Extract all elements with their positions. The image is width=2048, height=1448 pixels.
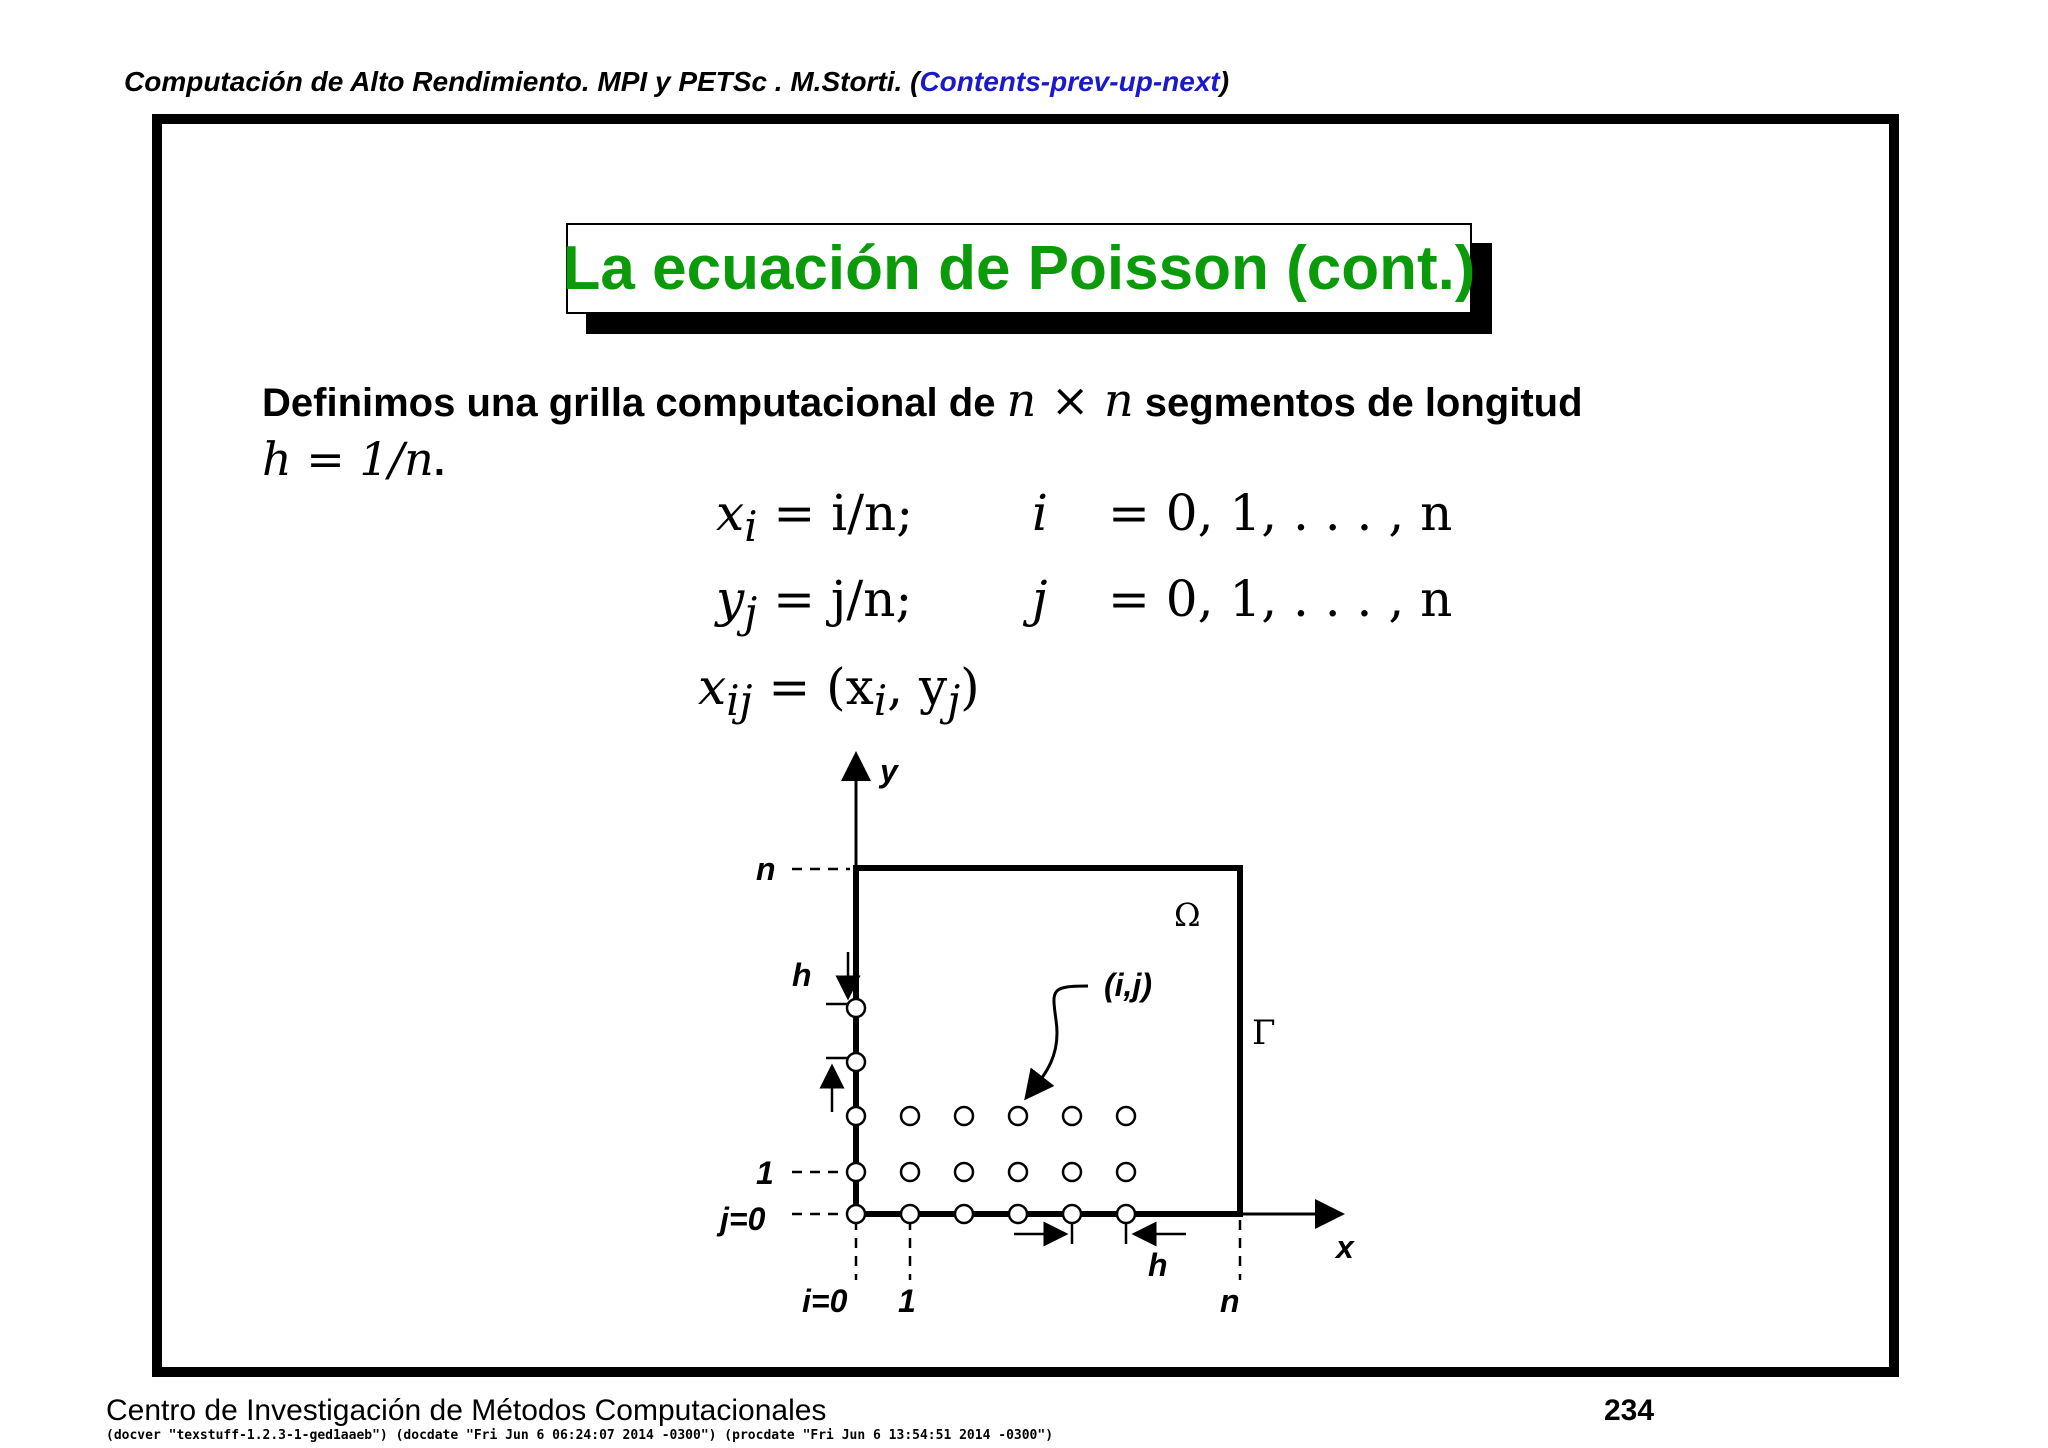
slide-title: La ecuación de Poisson (cont.) bbox=[562, 234, 1476, 303]
equation-yj-range bbox=[1108, 570, 1452, 628]
eq-xij-sub: ij bbox=[726, 676, 753, 725]
grid-node bbox=[847, 1053, 865, 1071]
grid-node bbox=[1009, 1107, 1027, 1125]
intro-math-h: h = 1/n bbox=[262, 432, 434, 486]
one-left-label: 1 bbox=[756, 1155, 774, 1191]
title-box bbox=[562, 223, 1476, 314]
h-bottom-label: h bbox=[1148, 1247, 1168, 1283]
dash: - bbox=[1109, 66, 1119, 97]
eq-xij-lhs: x bbox=[698, 658, 727, 716]
eq-yj-range: = 0, 1, . . . , n bbox=[1108, 570, 1453, 628]
eq-xi-range: = 0, 1, . . . , n bbox=[1108, 484, 1453, 542]
x-axis-label: x bbox=[1336, 1229, 1354, 1265]
grid-node bbox=[1117, 1205, 1135, 1223]
equation-xij bbox=[698, 658, 980, 725]
header-text: Computación de Alto Rendimiento. MPI y PETSc . M.Storti. ( bbox=[124, 66, 920, 97]
eq-yj-lhs: y bbox=[716, 570, 745, 628]
eq-xij-rhs-end: ) bbox=[960, 658, 980, 716]
grid-node bbox=[1063, 1163, 1081, 1181]
grid-nodes bbox=[847, 999, 1135, 1223]
running-header bbox=[124, 66, 1229, 98]
n-bottom-label: n bbox=[1220, 1283, 1240, 1319]
omega-label: Ω bbox=[1174, 896, 1201, 934]
eq-xij-rhs-sub2: j bbox=[947, 676, 961, 725]
y-axis-label: y bbox=[880, 753, 898, 789]
equation-xi-index bbox=[1032, 484, 1048, 542]
grid-diagram bbox=[680, 740, 1380, 1340]
eq-yj-idx: j bbox=[1032, 570, 1048, 628]
eq-xi-idx: i bbox=[1032, 484, 1048, 542]
point-pointer bbox=[1026, 986, 1088, 1098]
grid-node bbox=[955, 1205, 973, 1223]
n-top-label: n bbox=[756, 851, 776, 887]
one-bottom-label: 1 bbox=[898, 1283, 916, 1319]
dash: - bbox=[1040, 66, 1051, 97]
h-left-label: h bbox=[792, 957, 812, 993]
doc-version: (docver "texstuff-1.2.3-1-ged1aaeb") (docdate "Fri Jun 6 06:24:07 2014 -0300") (procdate "Fri Jun 6 13:54:51 2014 -0300") bbox=[106, 1428, 1054, 1443]
grid-node bbox=[847, 1205, 865, 1223]
eq-xij-rhs: = (x bbox=[752, 658, 874, 716]
grid-node bbox=[901, 1107, 919, 1125]
dash: - bbox=[1152, 66, 1163, 97]
grid-node bbox=[1009, 1163, 1027, 1181]
eq-xij-rhs-sub1: i bbox=[873, 676, 888, 725]
equation-yj-index bbox=[1032, 570, 1048, 628]
grid-node bbox=[1009, 1205, 1027, 1223]
eq-xi-lhs: x bbox=[716, 484, 745, 542]
up-link[interactable]: up bbox=[1118, 66, 1153, 97]
slide-title-box bbox=[562, 223, 1476, 314]
grid-node bbox=[1117, 1107, 1135, 1125]
header-close: ) bbox=[1219, 66, 1230, 97]
grid-node bbox=[1063, 1205, 1081, 1223]
intro-text-2: segmentos de longitud bbox=[1133, 381, 1583, 425]
footer-institution: Centro de Investigación de Métodos Computacionales bbox=[106, 1394, 827, 1427]
eq-xij-rhs-mid: , y bbox=[887, 658, 948, 716]
eq-yj-sub: j bbox=[744, 588, 758, 637]
next-link[interactable]: next bbox=[1162, 66, 1220, 97]
grid-node bbox=[847, 1163, 865, 1181]
gamma-label: Γ bbox=[1252, 1013, 1276, 1053]
page-number: 234 bbox=[1604, 1394, 1655, 1427]
intro-paragraph bbox=[262, 372, 1583, 490]
grid-node bbox=[847, 1107, 865, 1125]
intro-math-nxn: n × n bbox=[1006, 373, 1134, 427]
grid-node bbox=[901, 1205, 919, 1223]
grid-node bbox=[955, 1107, 973, 1125]
point-label: (i,j) bbox=[1104, 967, 1152, 1003]
eq-yj-rhs: = j/n; bbox=[757, 570, 913, 628]
prev-link[interactable]: prev bbox=[1050, 66, 1110, 97]
j0-label: j=0 bbox=[720, 1201, 766, 1237]
intro-text-3: . bbox=[433, 440, 445, 484]
contents-link[interactable]: Contents bbox=[919, 66, 1041, 97]
grid-node bbox=[901, 1163, 919, 1181]
equation-xi-range bbox=[1108, 484, 1452, 542]
eq-xi-rhs: = i/n; bbox=[757, 484, 914, 542]
grid-node bbox=[1063, 1107, 1081, 1125]
i0-label: i=0 bbox=[802, 1283, 848, 1319]
equation-xi bbox=[716, 484, 913, 551]
grid-node bbox=[847, 999, 865, 1017]
equation-yj bbox=[716, 570, 912, 637]
intro-text-1: Definimos una grilla computacional de bbox=[262, 381, 1007, 425]
grid-node bbox=[955, 1163, 973, 1181]
grid-node bbox=[1117, 1163, 1135, 1181]
eq-xi-sub: i bbox=[744, 502, 758, 551]
